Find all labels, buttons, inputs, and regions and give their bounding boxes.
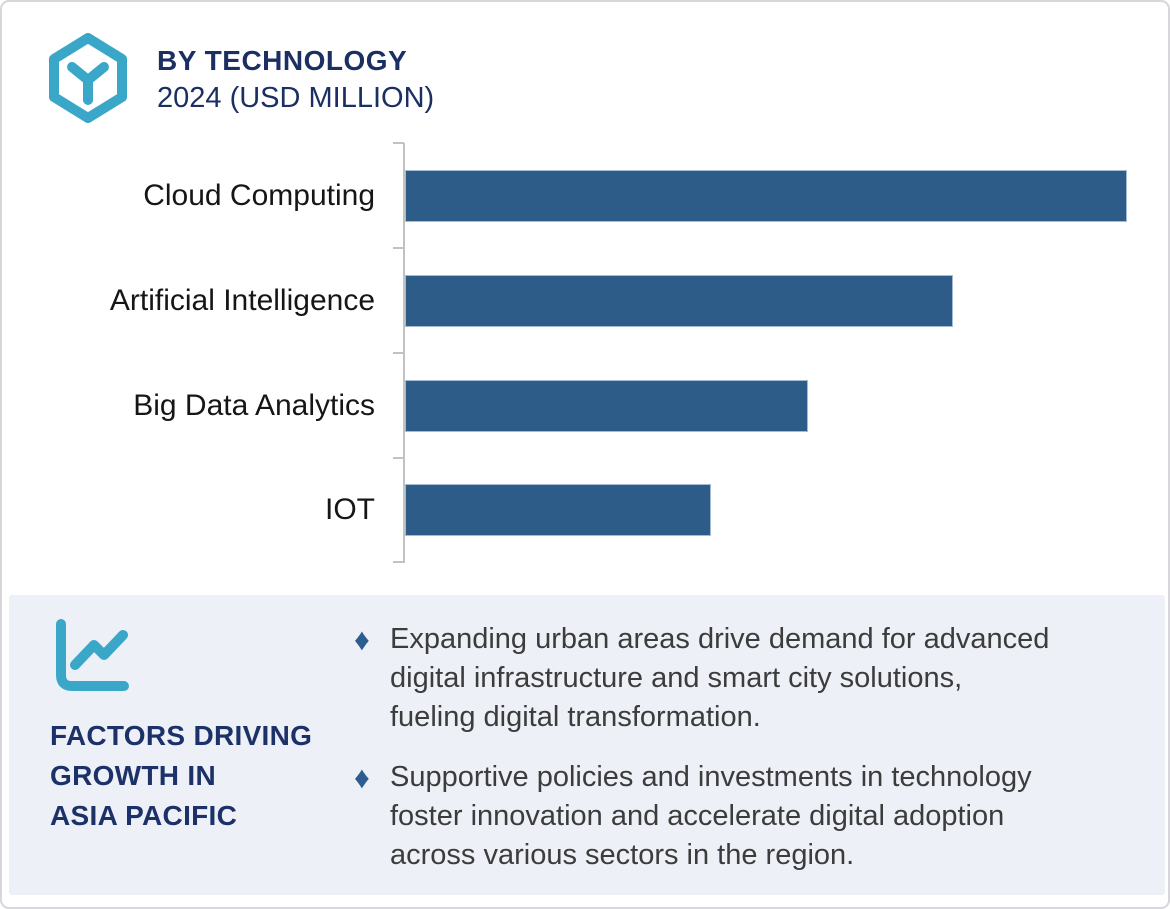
factors-heading-line: FACTORS DRIVING bbox=[50, 720, 313, 751]
category-label: Big Data Analytics bbox=[133, 388, 375, 422]
bar-big-data-analytics bbox=[405, 380, 808, 432]
factors-heading-line: ASIA PACIFIC bbox=[50, 800, 238, 831]
bullet-text bbox=[390, 758, 1134, 875]
bullet-text-line: Expanding urban areas drive demand for advanced bbox=[390, 623, 1050, 655]
bar-row bbox=[2, 353, 1170, 458]
chart-title: BY TECHNOLOGY bbox=[157, 45, 408, 76]
bullet-text-line: Supportive policies and investments in technology bbox=[390, 761, 1032, 793]
factors-bullet-list bbox=[354, 620, 1134, 875]
bar-row bbox=[2, 143, 1170, 248]
line-chart-icon bbox=[50, 619, 132, 697]
bullet-text bbox=[390, 620, 1134, 737]
factors-bullet-item bbox=[354, 620, 1134, 737]
bar-artificial-intelligence bbox=[405, 275, 953, 327]
factors-panel bbox=[9, 595, 1165, 895]
bar-chart bbox=[2, 2, 1170, 582]
bar-iot bbox=[405, 484, 711, 536]
factors-heading bbox=[50, 716, 312, 836]
bullet-text-line: digital infrastructure and smart city solutions, bbox=[390, 662, 963, 694]
bar-row bbox=[2, 458, 1170, 562]
factors-bullet-item bbox=[354, 758, 1134, 875]
bullet-text-line: fueling digital transformation. bbox=[390, 701, 761, 733]
bullet-text-line: foster innovation and accelerate digital adoption bbox=[390, 800, 1005, 832]
bullet-text-line: across various sectors in the region. bbox=[390, 839, 855, 871]
factors-heading-line: GROWTH IN bbox=[50, 760, 217, 791]
category-label: Cloud Computing bbox=[143, 178, 375, 212]
category-label: IOT bbox=[325, 493, 375, 526]
diamond-bullet-icon: ♦ bbox=[354, 622, 370, 657]
diamond-bullet-icon: ♦ bbox=[354, 760, 370, 795]
chart-subtitle: 2024 (USD MILLION) bbox=[157, 82, 435, 114]
category-label: Artificial Intelligence bbox=[109, 283, 375, 317]
bar-track bbox=[405, 248, 1127, 353]
bar-row bbox=[2, 248, 1170, 353]
bar-track bbox=[405, 458, 1127, 562]
bar-track bbox=[405, 143, 1127, 248]
bar-cloud-computing bbox=[405, 170, 1127, 222]
bar-track bbox=[405, 353, 1127, 458]
